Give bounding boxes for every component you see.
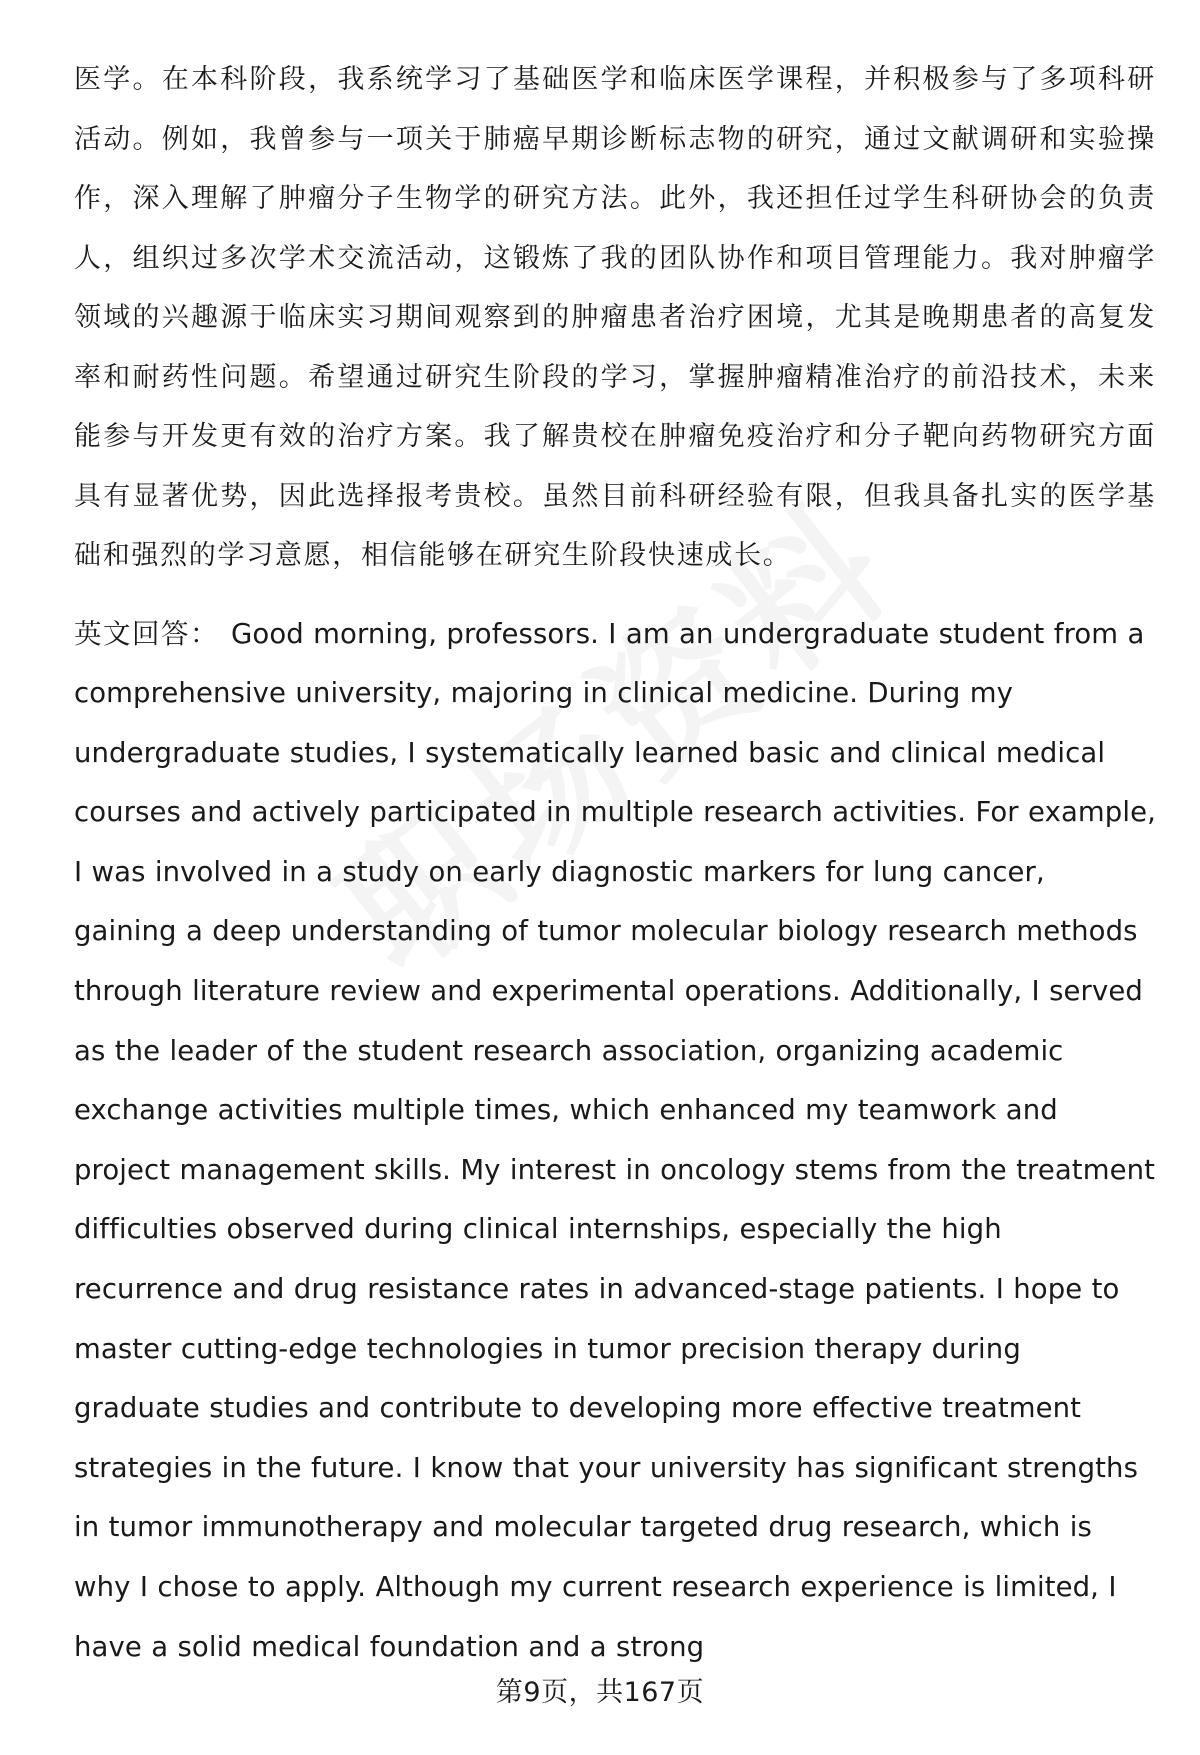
chinese-answer-paragraph: 医学。在本科阶段，我系统学习了基础医学和临床医学课程，并积极参与了多项科研活动。例如，我曾参与一项关于肺癌早期诊断标志物的研究，通过文献调研和实验操作，深入理解了肿瘤分子生物学的研究方法。此外，我还担任过学生科研协会的负责人，组织过多次学术交流活动，这锻炼了我的团队协作和项目管理能力。我对肿瘤学领域的兴趣源于临床实习期间观察到的肿瘤患者治疗困境，尤其是晚期患者的高复发率和耐药性问题。希望通过研究生阶段的学习，掌握肿瘤精准治疗的前沿技术，未来能参与开发更有效的治疗方案。我了解贵校在肿瘤免疫治疗和分子靶向药物研究方面具有显著优势，因此选择报考贵校。虽然目前科研经验有限，但我具备扎实的医学基础和强烈的学习意愿，相信能够在研究生阶段快速成长。 xyxy=(74,64,1156,571)
page-number-footer: 第9页，共167页 xyxy=(495,1677,705,1708)
english-answer-paragraph xyxy=(74,605,1156,1678)
document-body xyxy=(74,50,1156,1677)
english-answer-label: 英文回答： xyxy=(74,617,219,650)
english-answer-text: Good morning, professors. I am an undergraduate student from a comprehensive university, majoring in clinical medicine. During my undergraduate studies, I systematically learned basic and clinical medical courses and actively participated in multiple research activities. For example, I was involved in a study on early diagnostic markers for lung cancer, gaining a deep understanding of tumor molecular biology research methods through literature review and experimental operations. Additionally, I served as the leader of the student research association, organizing academic exchange activities multiple times, which enhanced my teamwork and project management skills. My interest in oncology stems from the treatment difficulties observed during clinical internships, especially the high recurrence and drug resistance rates in advanced-stage patients. I hope to master cutting-edge technologies in tumor precision therapy during graduate studies and contribute to developing more effective treatment strategies in the future. I know that your university has significant strengths in tumor immunotherapy and molecular targeted drug research, which is why I chose to apply. Although my current research experience is limited, I have a solid medical foundation and a strong xyxy=(74,617,1156,1663)
